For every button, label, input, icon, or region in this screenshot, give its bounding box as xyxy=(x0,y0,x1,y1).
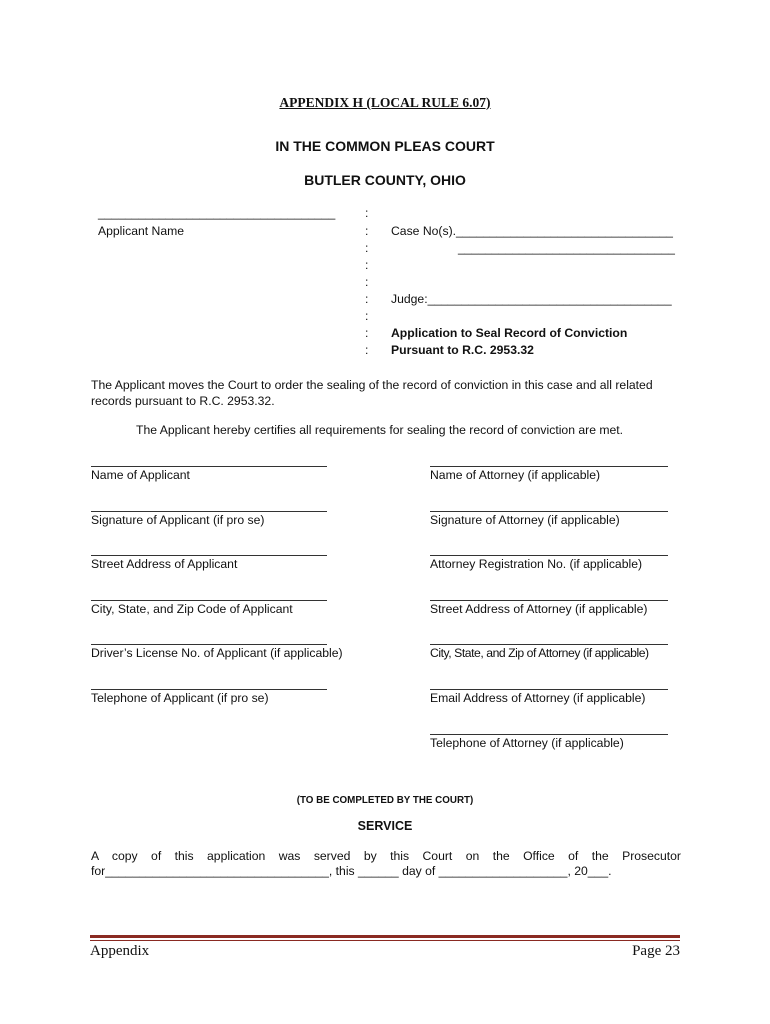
service-line2[interactable]: for_________________________________, this ______ day of ___________________, 20___. xyxy=(91,864,612,878)
court-heading: IN THE COMMON PLEAS COURT xyxy=(275,138,495,154)
certification-sentence: The Applicant hereby certifies all requirements for sealing the record of conviction are met. xyxy=(136,423,624,437)
signature-line[interactable] xyxy=(430,466,668,467)
applicant-name-label: Applicant Name xyxy=(98,224,185,238)
county-heading: BUTLER COUNTY, OHIO xyxy=(304,172,466,188)
signature-line[interactable] xyxy=(430,555,668,556)
attorney-registration-label: Attorney Registration No. (if applicable) xyxy=(430,557,643,571)
appendix-title: APPENDIX H (LOCAL RULE 6.07) xyxy=(279,95,491,110)
caption-colon: : xyxy=(365,275,369,289)
caption-colon: : xyxy=(365,224,369,238)
signature-line[interactable] xyxy=(430,600,668,601)
attorney-email-label: Email Address of Attorney (if applicable) xyxy=(430,691,646,705)
applicant-telephone-label: Telephone of Applicant (if pro se) xyxy=(91,691,269,705)
case-number-field[interactable]: Case No(s).________________________________ xyxy=(391,224,673,238)
footer-appendix: Appendix xyxy=(90,943,150,959)
attorney-signature-label: Signature of Attorney (if applicable) xyxy=(430,513,620,527)
attorney-telephone-label: Telephone of Attorney (if applicable) xyxy=(430,736,624,750)
service-heading: SERVICE xyxy=(357,819,413,833)
case-number-field-line2[interactable]: ________________________________ xyxy=(458,241,675,255)
footer-rule-thin xyxy=(90,940,680,941)
caption-colon: : xyxy=(365,241,369,255)
applicant-street-address-label: Street Address of Applicant xyxy=(91,557,238,571)
caption-colon: : xyxy=(365,206,369,220)
caption-colon: : xyxy=(365,292,369,306)
motion-paragraph-line1: The Applicant moves the Court to order the sealing of the record of conviction in this case and all related xyxy=(91,378,653,392)
signature-line[interactable] xyxy=(91,600,327,601)
judge-field[interactable]: Judge:____________________________________ xyxy=(391,292,672,306)
motion-paragraph-line2: records pursuant to R.C. 2953.32. xyxy=(91,394,275,408)
signature-line[interactable] xyxy=(430,689,668,690)
application-title-line1: Application to Seal Record of Conviction xyxy=(391,326,628,340)
caption-colon: : xyxy=(365,309,369,323)
applicant-name-line: ___________________________________ xyxy=(98,206,336,220)
signature-line[interactable] xyxy=(430,644,668,645)
footer-page-number: Page 23 xyxy=(632,943,680,959)
attorney-city-state-zip-label: City, State, and Zip of Attorney (if applicable) xyxy=(430,646,649,660)
applicant-signature-label: Signature of Applicant (if pro se) xyxy=(91,513,265,527)
signature-line[interactable] xyxy=(91,689,327,690)
signature-line[interactable] xyxy=(91,511,327,512)
signature-line[interactable] xyxy=(430,734,668,735)
service-line1: A copy of this application was served by this Court on the Office of the Prosecutor xyxy=(91,849,681,863)
applicant-drivers-license-label: Driver’s License No. of Applicant (if applicable) xyxy=(91,646,343,660)
application-title-line2: Pursuant to R.C. 2953.32 xyxy=(391,343,534,357)
court-completion-note: (TO BE COMPLETED BY THE COURT) xyxy=(296,795,474,806)
applicant-city-state-zip-label: City, State, and Zip Code of Applicant xyxy=(91,602,293,616)
attorney-street-address-label: Street Address of Attorney (if applicable) xyxy=(430,602,648,616)
signature-line[interactable] xyxy=(91,466,327,467)
signature-line[interactable] xyxy=(430,511,668,512)
applicant-name-label: Name of Applicant xyxy=(91,468,190,482)
signature-line[interactable] xyxy=(91,644,327,645)
footer-rule xyxy=(90,935,680,938)
caption-colon: : xyxy=(365,343,369,357)
signature-line[interactable] xyxy=(91,555,327,556)
caption-colon: : xyxy=(365,326,369,340)
attorney-name-label: Name of Attorney (if applicable) xyxy=(430,468,601,482)
caption-colon: : xyxy=(365,258,369,272)
